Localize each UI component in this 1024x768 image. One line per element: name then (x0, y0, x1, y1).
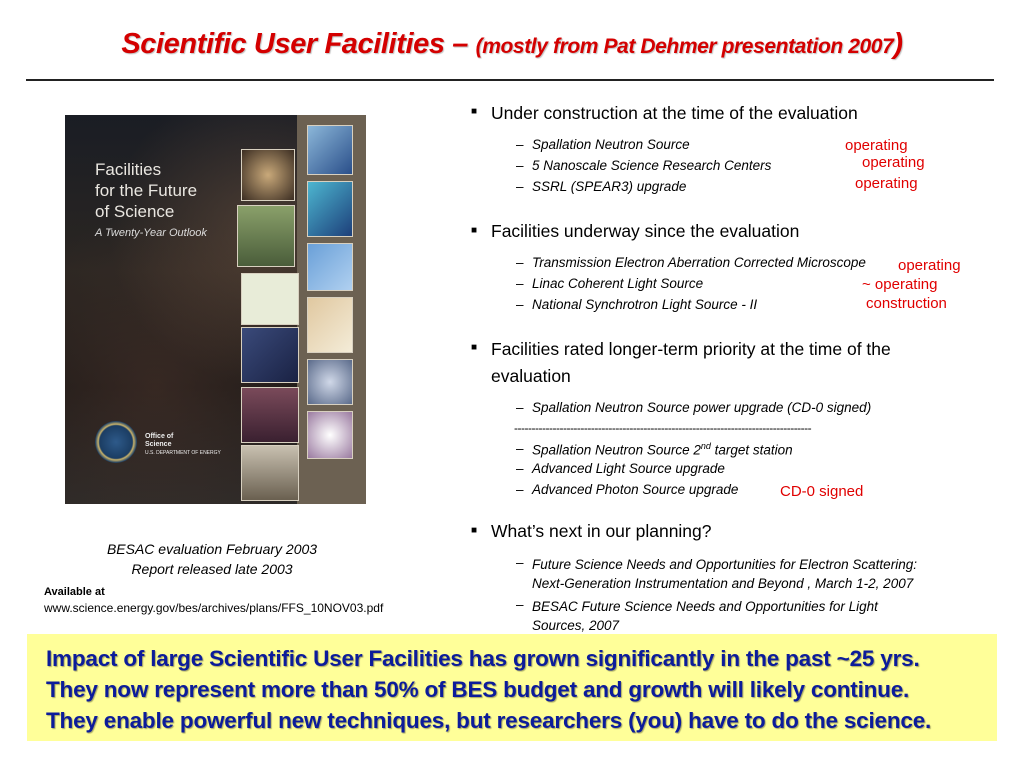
s2-status-3: construction (866, 295, 947, 312)
s3-item-als: Advanced Light Source upgrade (532, 461, 725, 476)
cover-thumb-shape (307, 181, 353, 237)
cover-thumb-cube (307, 243, 353, 291)
section2-heading: Facilities underway since the evaluation (491, 221, 800, 241)
cover-thumb-facility (237, 205, 295, 267)
section1-heading: Under construction at the time of the evaluation (491, 103, 858, 123)
banner-line-2: They now represent more than 50% of BES budget and growth will likely continue. (46, 677, 910, 702)
title-subtitle: (mostly from Pat Dehmer presentation 2007 (475, 35, 894, 58)
s1-item-ssrl: SSRL (SPEAR3) upgrade (532, 179, 687, 194)
caption-line-1: BESAC evaluation February 2003 (106, 541, 318, 557)
s3-status: CD-0 signed (780, 483, 864, 500)
banner-line-1: Impact of large Scientific User Facilities has grown significantly in the past ~25 yrs. (46, 646, 920, 671)
report-cover-image (65, 115, 366, 504)
title-divider (26, 79, 994, 81)
s4-item-electron-scattering: Future Science Needs and Opportunities for Electron Scattering: Next-Generation Instrumentation and Beyond , March 1-2, 2007 (532, 557, 917, 591)
s1-status-2: operating (862, 154, 925, 171)
s1-status-1: operating (845, 137, 908, 154)
s2-status-1: operating (898, 257, 961, 274)
s2-status-2: ~ operating (862, 276, 938, 293)
cover-title: Facilities for the Future of Science (95, 160, 198, 221)
s3-item-sns-power: Spallation Neutron Source power upgrade (CD-0 signed) (532, 400, 872, 415)
banner-line-3: They enable powerful new techniques, but researchers (you) have to do the science. (46, 708, 932, 733)
slide-title (0, 28, 1024, 61)
cover-subtitle: A Twenty-Year Outlook (95, 227, 207, 239)
bullet-icon: ■ (471, 106, 478, 117)
cover-thumb-ring (241, 327, 299, 383)
report-url: www.science.energy.gov/bes/archives/plans/FFS_10NOV03.pdf (44, 601, 384, 615)
bullet-icon: ■ (471, 225, 478, 236)
s1-item-nsrc: 5 Nanoscale Science Research Centers (532, 158, 772, 173)
cover-thumb-people (241, 387, 299, 443)
cover-thumb-crystal (307, 125, 353, 175)
s3-separator: ------------------------------------------------------------------------------------- (514, 421, 812, 435)
cover-thumb-spiral (307, 297, 353, 353)
cover-thumb-diagram (241, 273, 299, 325)
section4-heading: What’s next in our planning? (491, 521, 712, 541)
bullet-icon: ■ (471, 342, 478, 353)
s2-item-team: Transmission Electron Aberration Corrected Microscope (532, 255, 866, 270)
s1-status-3: operating (855, 175, 918, 192)
available-label: Available at (44, 586, 105, 598)
section3-heading-line1: Facilities rated longer-term priority at the time of the (491, 339, 891, 359)
summary-banner (27, 634, 997, 741)
s1-item-sns: Spallation Neutron Source (532, 137, 690, 152)
caption-line-2: Report released late 2003 (131, 561, 293, 577)
cover-thumb-molecule (307, 359, 353, 405)
s2-item-lcls: Linac Coherent Light Source (532, 276, 704, 291)
s4-item-besac-light-sources: BESAC Future Science Needs and Opportunities for Light Sources, 2007 (532, 599, 878, 633)
office-of-science-logo: Office of Science U.S. DEPARTMENT OF ENERGY (145, 433, 221, 456)
section3-heading-line2: evaluation (491, 366, 571, 386)
cover-thumb-galaxy (241, 149, 295, 201)
s3-item-sns-target: Spallation Neutron Source 2nd target station (532, 441, 793, 458)
cover-thumb-lab (241, 445, 299, 501)
title-close-paren: ) (893, 28, 903, 60)
doe-seal-icon (95, 421, 137, 463)
s2-item-nsls2: National Synchrotron Light Source - II (532, 297, 758, 312)
title-main: Scientific User Facilities – (121, 28, 476, 60)
bullet-icon: ■ (471, 525, 478, 536)
cover-thumb-pattern (307, 411, 353, 459)
s3-item-aps: Advanced Photon Source upgrade (532, 482, 739, 497)
